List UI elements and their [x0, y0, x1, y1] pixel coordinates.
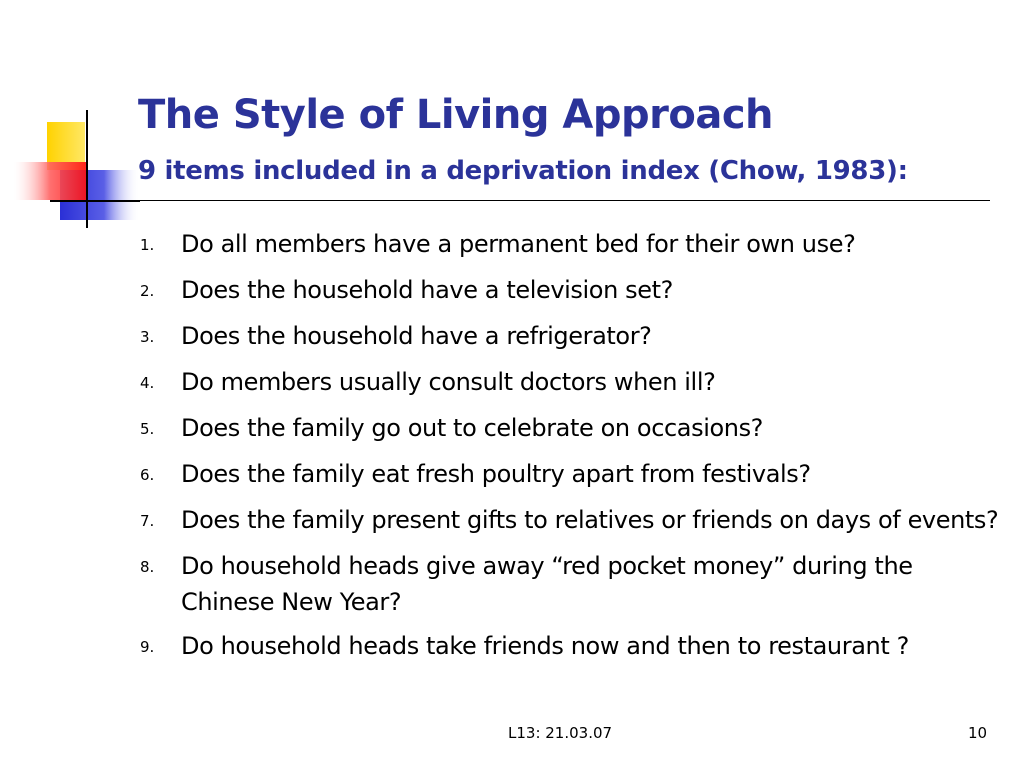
deprivation-items-list	[140, 226, 1000, 674]
footer-page-number: 10	[968, 724, 988, 742]
list-item	[140, 364, 1000, 402]
logo-red-bar	[14, 162, 86, 200]
item-text: Does the family present gifts to relatives or friends on days of events?	[181, 506, 999, 534]
slide-title: The Style of Living Approach	[138, 92, 774, 138]
decorative-logo	[0, 100, 140, 240]
list-item	[140, 226, 1000, 264]
list-item	[140, 548, 1000, 620]
title-divider	[50, 200, 990, 201]
item-number: 2.	[140, 282, 155, 300]
item-number: 4.	[140, 374, 155, 392]
footer-lecture-date: L13: 21.03.07	[508, 724, 613, 742]
list-item	[140, 502, 1000, 540]
item-number: 3.	[140, 328, 155, 346]
item-number: 8.	[140, 558, 155, 576]
item-number: 9.	[140, 638, 155, 656]
item-text: Do members usually consult doctors when ill?	[181, 368, 716, 396]
item-text: Does the family eat fresh poultry apart from festivals?	[181, 460, 811, 488]
item-text: Do all members have a permanent bed for their own use?	[181, 230, 856, 258]
item-text: Does the household have a television set?	[181, 276, 673, 304]
item-number: 1.	[140, 236, 155, 254]
item-text: Does the family go out to celebrate on occasions?	[181, 414, 764, 442]
list-item	[140, 410, 1000, 448]
item-text: Do household heads give away “red pocket money” during the Chinese New Year?	[181, 552, 913, 616]
item-number: 7.	[140, 512, 155, 530]
list-item	[140, 628, 1000, 666]
item-number: 6.	[140, 466, 155, 484]
list-item	[140, 272, 1000, 310]
item-text: Does the household have a refrigerator?	[181, 322, 652, 350]
list-item	[140, 318, 1000, 356]
item-number: 5.	[140, 420, 155, 438]
slide-subtitle: 9 items included in a deprivation index (Chow, 1983):	[138, 156, 908, 186]
item-text: Do household heads take friends now and then to restaurant ?	[181, 632, 909, 660]
logo-vertical-line	[86, 110, 88, 228]
list-item	[140, 456, 1000, 494]
